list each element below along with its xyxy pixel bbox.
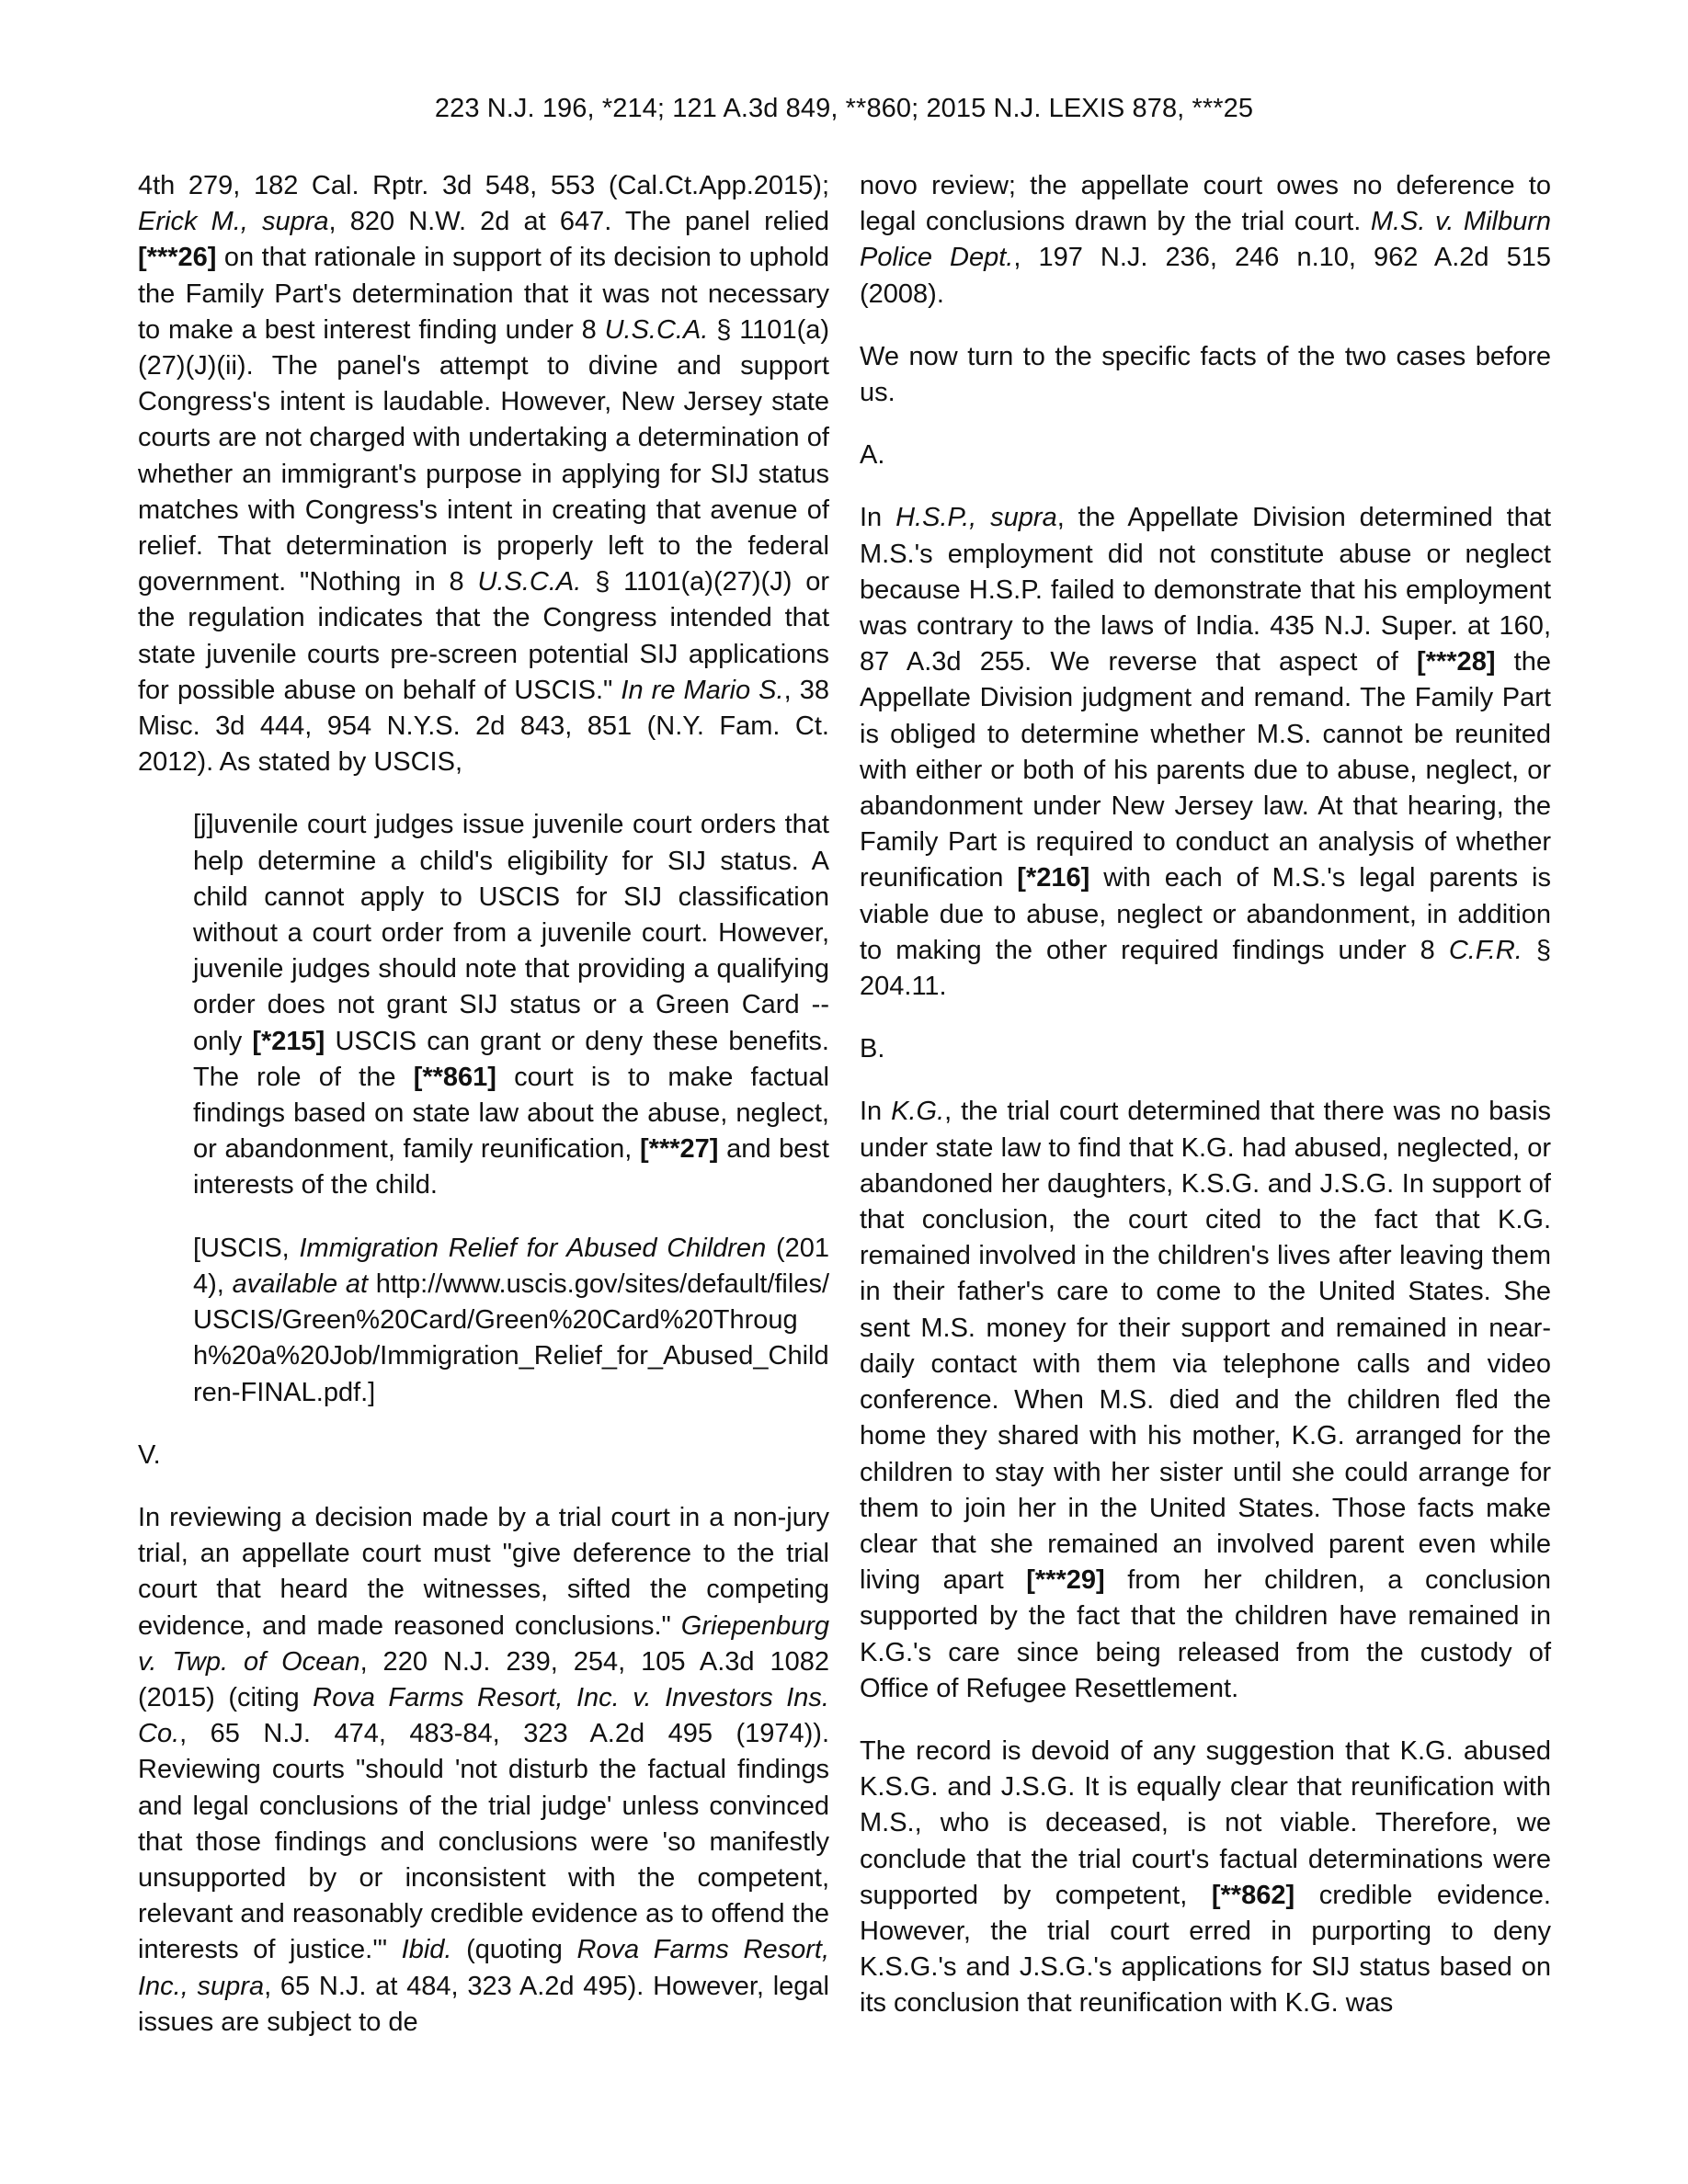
paragraph: In reviewing a decision made by a trial court in a non-jury trial, an appellate court must "give deference to the trial court that heard the witnesses, sifted the competing evidence, and made reasoned conclusions." Griepenburg v. Twp. of Ocean, 220 N.J. 239, 254, 105 A.3d 1082 (2015) (citing Rova Farms Resort, Inc. v. Investors Ins. Co., 65 N.J. 474, 483-84, 323 A.2d 495 (1974)). Reviewing courts "should 'not disturb the factual findings and legal conclusions of the trial judge' unless convinced that those findings and conclusions were 'so manifestly unsupported by or inconsistent with the competent, relevant and reasonably credible evidence as to offend the interests of justice.'" Ibid. (quoting Rova Farms Resort, Inc., supra, 65 N.J. at 484, 323 A.2d 495). However, legal issues are subject to de bbox=[138, 1502, 829, 2037]
quote-paragraph: [j]uvenile court judges issue juvenile court orders that help determine a child's eligibility for SIJ status. A child cannot apply to USCIS for SIJ classification without a court order from a juvenile court. However, juvenile judges should note that providing a qualifying order does not grant SIJ status or a Green Card -- only [*215] USCIS can grant or deny these benefits. The role of the [**861] court is to make factual findings based on state law about the abuse, neglect, or abandonment, family reunification, [***27] and best interests of the child. bbox=[193, 810, 829, 1200]
paragraph: 4th 279, 182 Cal. Rptr. 3d 548, 553 (Cal.Ct.App.2015); Erick M., supra, 820 N.W. 2d at 647. The panel relied [***26] on that rationale in support of its decision to uphold the Family Part's determination that it was not necessary to make a best interest finding under 8 U.S.C.A. § 1101(a)(27)(J)(ii). The panel's attempt to divine and support Congress's intent is laudable. However, New Jersey state courts are not charged with undertaking a determination of whether an immigrant's purpose in applying for SIJ status matches with Congress's intent in creating that avenue of relief. That determination is properly left to the federal government. "Nothing in 8 U.S.C.A. § 1101(a)(27)(J) or the regulation indicates that the Congress intended that state juvenile courts pre-screen potential SIJ applications for possible abuse on behalf of USCIS." In re Mario S., 38 Misc. 3d 444, 954 N.Y.S. 2d 843, 851 (N.Y. Fam. Ct. 2012). As stated by USCIS, bbox=[138, 171, 830, 778]
paragraph: In K.G., the trial court determined that there was no basis under state law to find that K.G. had abused, neglected, or abandoned her daughters, K.S.G. and J.S.G. In support of that conclusion, the court cited to the fact that K.G. remained involved in the children's lives after leaving them in their father's care to come to the United States. She sent M.S. money for their support and remained in near-daily contact with them via telephone calls and video conference. When M.S. died and the children fled the home they shared with his mother, K.G. arranged for the children to stay with her sister until she could arrange for them to join her in the United States. Those facts make clear that she remained an involved parent even while living apart [***29] from her children, a conclusion supported by the fact that the children have remained in K.G.'s care since being released from the custody of Office of Refugee Resettlement. bbox=[860, 1097, 1551, 1703]
paragraph: We now turn to the specific facts of the two cases before us. bbox=[860, 341, 1551, 408]
page-marker: [***29] bbox=[1026, 1565, 1105, 1596]
paragraph: In H.S.P., supra, the Appellate Division determined that M.S.'s employment did not constitute abuse or neglect because H.S.P. failed to demonstrate that his employment was contrary to the laws of India. 435 N.J. Super. at 160, 87 A.3d 255. We reverse that aspect of [***28] the Appellate Division judgment and remand. The Family Part is obliged to determine whether M.S. cannot be reunited with either or both of his parents due to abuse, neglect, or abandonment under New Jersey law. At that hearing, the Family Part is required to conduct an analysis of whether reunification [*216] with each of M.S.'s legal parents is viable due to abuse, neglect or abandonment, in addition to making the other required findings under 8 C.F.R. § 204.11. bbox=[860, 503, 1552, 1002]
page-marker: [*216] bbox=[1017, 863, 1090, 893]
page-marker: [**862] bbox=[1211, 1880, 1295, 1910]
left-column bbox=[138, 168, 829, 2041]
paragraph: The record is devoid of any suggestion that K.G. abused K.S.G. and J.S.G. It is equally clear that reunification with M.S., who is deceased, is not viable. Therefore, we conclude that the trial court's factual determinations were supported by competent, [**862] credible evidence. However, the trial court erred in purporting to deny K.S.G.'s and J.S.G.'s applications for SIJ status based on its conclusion that reunification with K.G. was bbox=[860, 1735, 1551, 2019]
page-marker: [***28] bbox=[1417, 647, 1496, 677]
page-marker: [**861] bbox=[413, 1062, 496, 1092]
quote-citation: [USCIS, Immigration Relief for Abused Children (2014), available at http://www.uscis.gov/sites/default/files/USCIS/Green%20Card/Green%20Card%20Through%20a%20Job/Immigration_Relief_for_Abused_Children-FINAL.pdf.] bbox=[193, 1233, 829, 1407]
paragraph: novo review; the appellate court owes no deference to legal conclusions drawn by the trial court. M.S. v. Milburn Police Dept., 197 N.J. 236, 246 n.10, 962 A.2d 515 (2008). bbox=[860, 171, 1552, 309]
page-header-citation: 223 N.J. 196, *214; 121 A.3d 849, **860; 2015 N.J. LEXIS 878, ***25 bbox=[434, 94, 1254, 123]
section-heading-b: B. bbox=[860, 1034, 885, 1064]
page-marker: [***27] bbox=[640, 1134, 719, 1165]
page-marker: [***26] bbox=[138, 243, 217, 273]
page-marker: [*215] bbox=[252, 1026, 325, 1056]
right-column bbox=[860, 168, 1551, 2022]
block-quote bbox=[193, 807, 829, 1410]
section-heading-v: V. bbox=[138, 1439, 161, 1470]
section-heading-a: A. bbox=[860, 440, 885, 471]
